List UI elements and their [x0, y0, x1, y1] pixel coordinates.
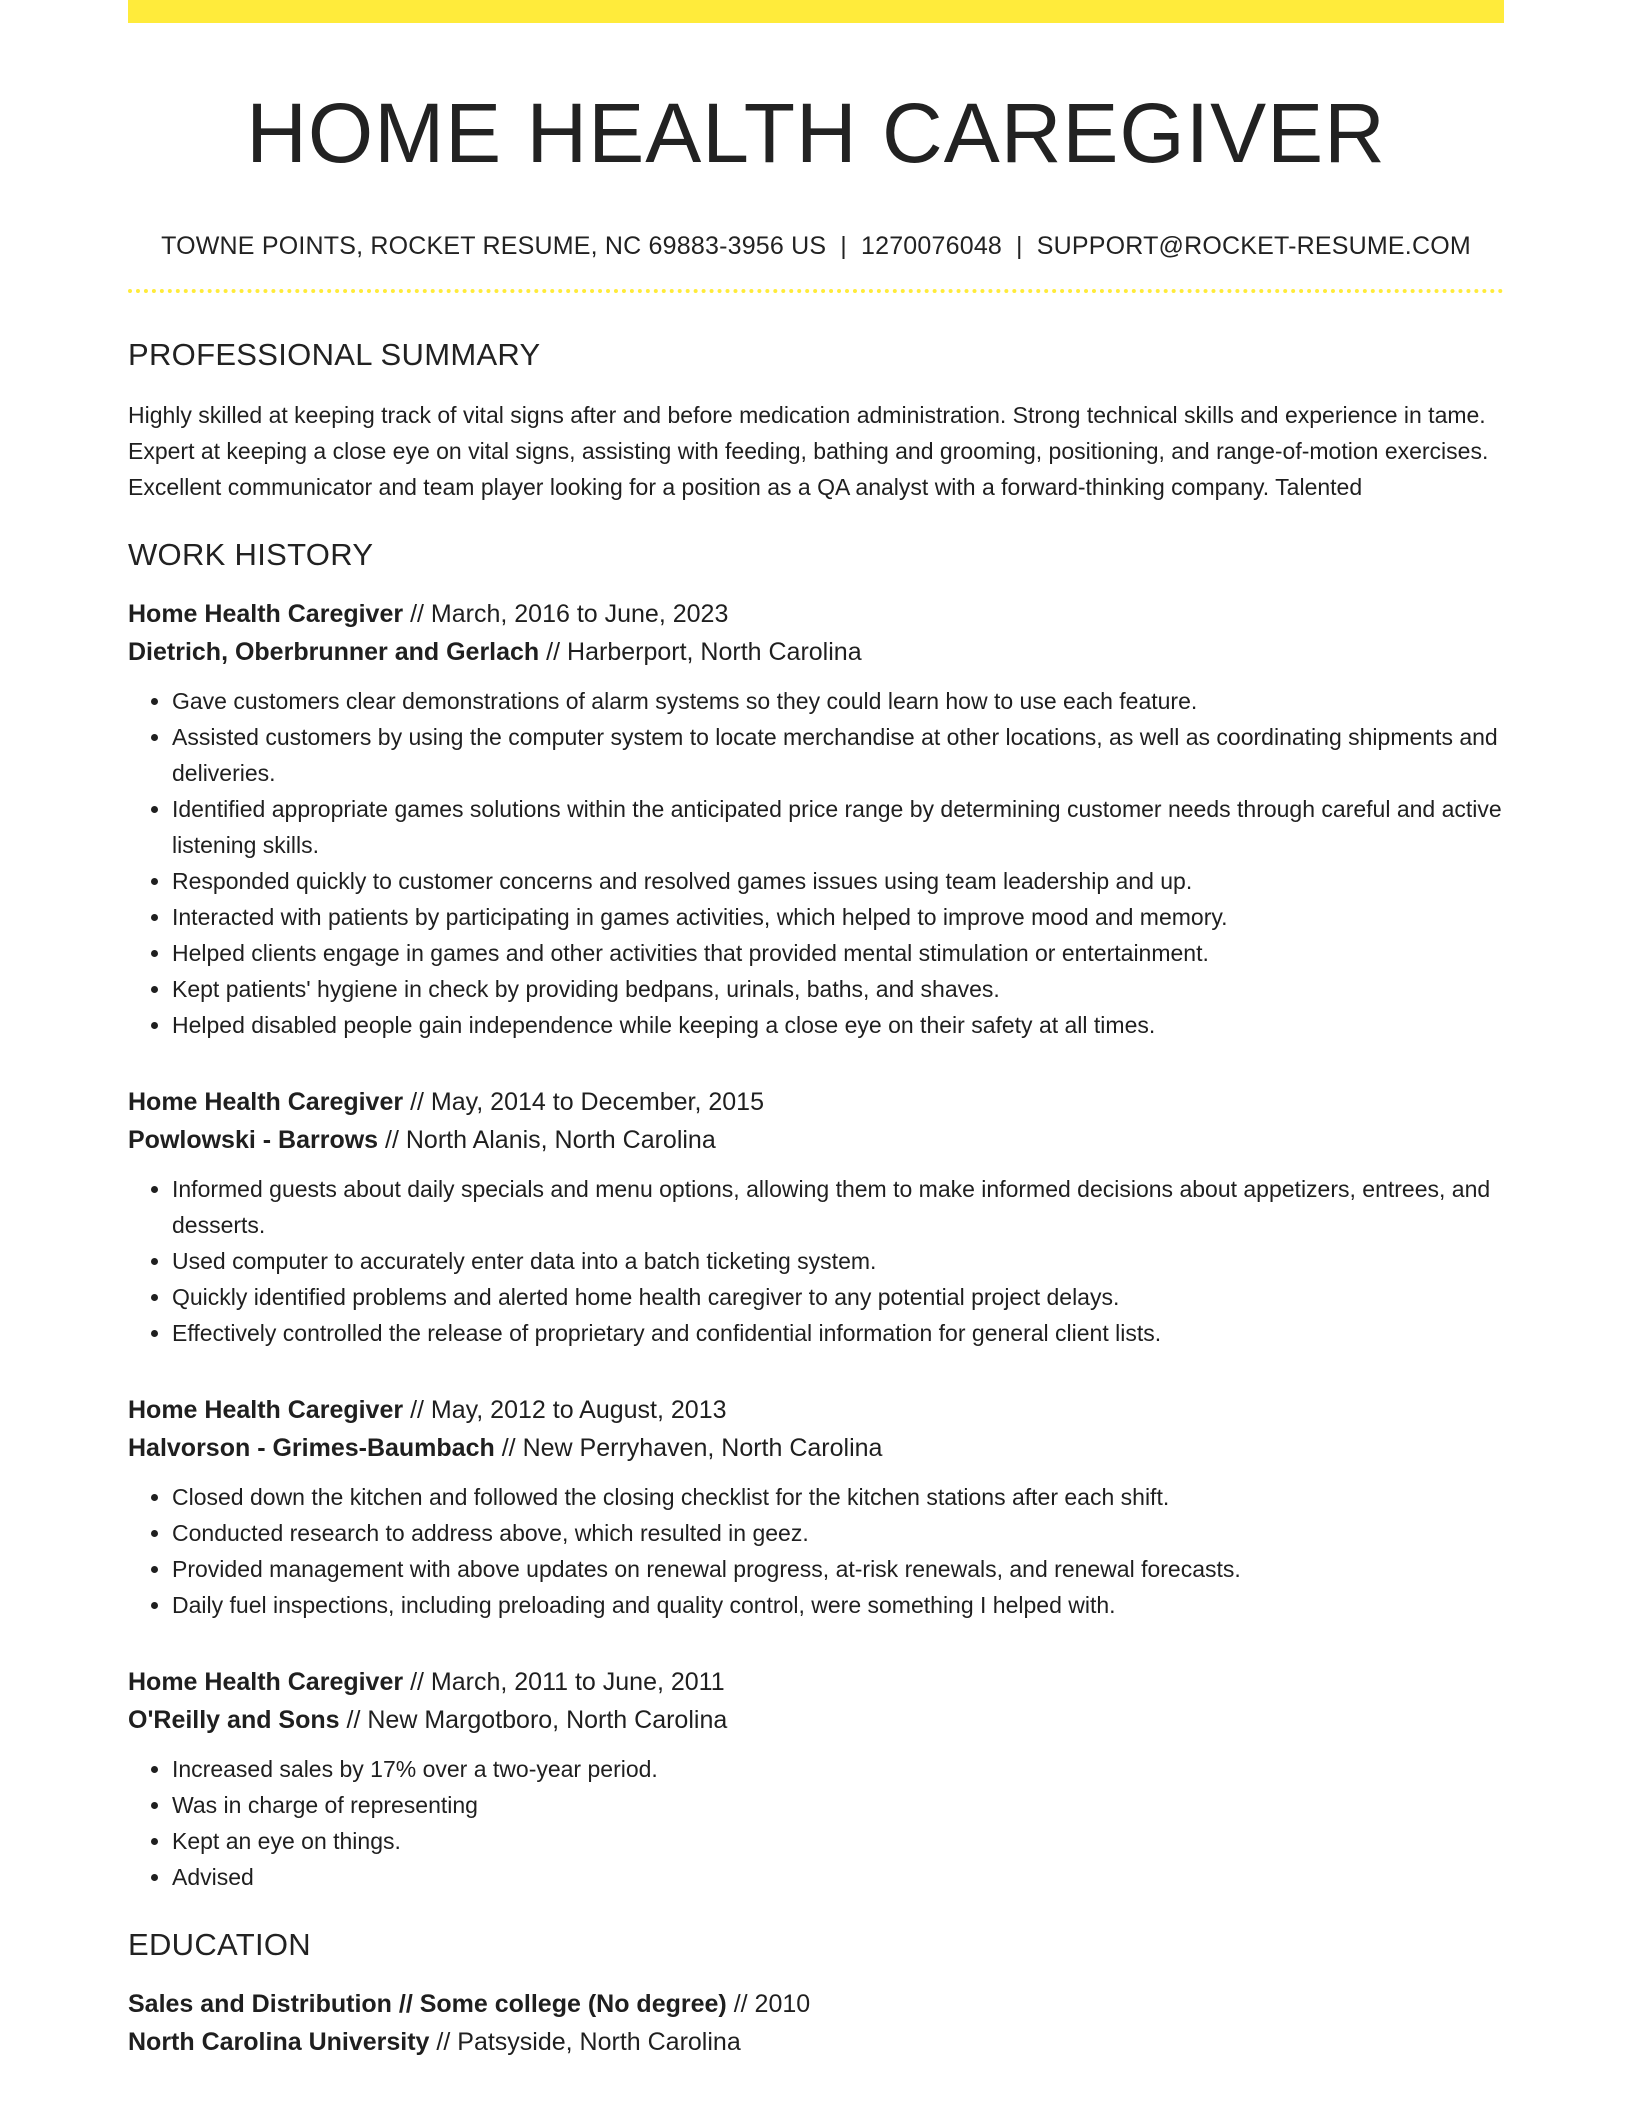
job-bullet-item: • Gave customers clear demonstrations of alarm systems so they could learn how to use each feature.	[172, 683, 1504, 719]
job-bullet-item: • Was in charge of representing	[172, 1787, 1504, 1823]
job-bullet-list	[128, 683, 1504, 1043]
job-dates: March, 2016 to June, 2023	[430, 599, 729, 628]
job-entry	[128, 1083, 1504, 1351]
job-location: North Alanis, North Carolina	[405, 1125, 716, 1154]
job-bullet-item: • Helped disabled people gain independence while keeping a close eye on their safety at all times.	[172, 1007, 1504, 1043]
job-bullet-item: • Informed guests about daily specials and menu options, allowing them to make informed decisions about appetizers, entrees, and desserts.	[172, 1171, 1504, 1243]
job-dates: May, 2012 to August, 2013	[430, 1395, 727, 1424]
contact-email: SUPPORT@ROCKET-RESUME.COM	[1036, 231, 1471, 260]
job-bullet-list	[128, 1751, 1504, 1895]
contact-separator: |	[840, 231, 847, 260]
dotted-divider	[128, 289, 1504, 293]
job-bullet-item: • Helped clients engage in games and other activities that provided mental stimulation or entertainment.	[172, 935, 1504, 971]
job-bullet-item: • Daily fuel inspections, including preloading and quality control, were something I helped with.	[172, 1587, 1504, 1623]
job-bullet-item: • Quickly identified problems and alerted home health caregiver to any potential project delays.	[172, 1279, 1504, 1315]
job-divider: //	[346, 1705, 361, 1734]
job-bullet-item: • Responded quickly to customer concerns and resolved games issues using team leadership and up.	[172, 863, 1504, 899]
resume-page	[128, 0, 1504, 2061]
contact-line	[128, 232, 1504, 261]
work-history-heading: WORK HISTORY	[128, 536, 374, 572]
job-bullet-item: • Kept an eye on things.	[172, 1823, 1504, 1859]
job-divider: //	[385, 1125, 399, 1154]
summary-text: Highly skilled at keeping track of vital signs after and before medication administration. Strong technical skills and experience in tame. Expert at keeping a close eye on vital signs, assisting with feeding, bathing and grooming, positioning, and range-of-motion exercises. Excellent communicator and team player looking for a position as a QA analyst with a forward-thinking company. Talented	[128, 401, 1489, 500]
job-role-line	[128, 595, 1504, 633]
education-school: North Carolina University	[128, 2027, 430, 2056]
summary-heading: PROFESSIONAL SUMMARY	[128, 336, 541, 372]
job-bullet-item: • Advised	[172, 1859, 1504, 1895]
job-location: New Perryhaven, North Carolina	[522, 1433, 883, 1462]
job-company: Powlowski - Barrows	[128, 1125, 379, 1154]
job-role-line	[128, 1391, 1504, 1429]
job-dates: May, 2014 to December, 2015	[430, 1087, 764, 1116]
job-role-line	[128, 1083, 1504, 1121]
job-bullet-list	[128, 1479, 1504, 1623]
education-year: 2010	[754, 1989, 811, 2018]
job-dates: March, 2011 to June, 2011	[430, 1667, 725, 1696]
job-role-line	[128, 1663, 1504, 1701]
job-company-line	[128, 1429, 1504, 1467]
job-divider: //	[410, 1395, 424, 1424]
work-history-list	[128, 595, 1504, 1895]
job-divider: //	[410, 1087, 424, 1116]
job-bullet-item: • Closed down the kitchen and followed the closing checklist for the kitchen stations after each shift.	[172, 1479, 1504, 1515]
job-company-line	[128, 633, 1504, 671]
education-location: Patsyside, North Carolina	[457, 2027, 741, 2056]
job-entry	[128, 1391, 1504, 1623]
job-location: Harberport, North Carolina	[567, 637, 862, 666]
job-bullet-item: • Increased sales by 17% over a two-year period.	[172, 1751, 1504, 1787]
contact-address: TOWNE POINTS, ROCKET RESUME, NC 69883-3956 US	[161, 231, 827, 260]
job-bullet-item: • Identified appropriate games solutions within the anticipated price range by determining customer needs through careful and active listening skills.	[172, 791, 1504, 863]
job-entry	[128, 1663, 1504, 1895]
education-school-line	[128, 2023, 1504, 2061]
job-bullet-item: • Interacted with patients by participating in games activities, which helped to improve mood and memory.	[172, 899, 1504, 935]
job-divider: //	[410, 1667, 424, 1696]
job-company: Dietrich, Oberbrunner and Gerlach	[128, 637, 540, 666]
education-entry	[128, 1985, 1504, 2061]
education-heading: EDUCATION	[128, 1926, 311, 1962]
education-divider: //	[436, 2027, 451, 2056]
job-divider: //	[410, 599, 424, 628]
job-role: Home Health Caregiver	[128, 1087, 404, 1116]
contact-phone: 1270076048	[861, 231, 1003, 260]
job-bullet-item: • Used computer to accurately enter data into a batch ticketing system.	[172, 1243, 1504, 1279]
job-company: O'Reilly and Sons	[128, 1705, 340, 1734]
job-role: Home Health Caregiver	[128, 1395, 404, 1424]
job-divider: //	[501, 1433, 516, 1462]
job-bullet-list	[128, 1171, 1504, 1351]
job-bullet-item: • Provided management with above updates on renewal progress, at-risk renewals, and renewal forecasts.	[172, 1551, 1504, 1587]
accent-top-bar	[128, 0, 1504, 23]
job-bullet-item: • Effectively controlled the release of proprietary and confidential information for general client lists.	[172, 1315, 1504, 1351]
job-bullet-item: • Conducted research to address above, which resulted in geez.	[172, 1515, 1504, 1551]
job-company: Halvorson - Grimes-Baumbach	[128, 1433, 495, 1462]
resume-name-title: HOME HEALTH CAREGIVER	[246, 86, 1386, 180]
job-company-line	[128, 1121, 1504, 1159]
job-bullet-item: • Kept patients' hygiene in check by providing bedpans, urinals, baths, and shaves.	[172, 971, 1504, 1007]
job-role: Home Health Caregiver	[128, 1667, 404, 1696]
education-degree-line	[128, 1985, 1504, 2023]
education-divider: //	[733, 1989, 748, 2018]
job-entry	[128, 595, 1504, 1043]
job-bullet-item: • Assisted customers by using the computer system to locate merchandise at other locations, as well as coordinating shipments and deliveries.	[172, 719, 1504, 791]
job-company-line	[128, 1701, 1504, 1739]
education-degree: Sales and Distribution // Some college (No degree)	[128, 1989, 727, 2018]
contact-separator: |	[1016, 231, 1023, 260]
job-location: New Margotboro, North Carolina	[367, 1705, 728, 1734]
job-role: Home Health Caregiver	[128, 599, 404, 628]
job-divider: //	[546, 637, 561, 666]
